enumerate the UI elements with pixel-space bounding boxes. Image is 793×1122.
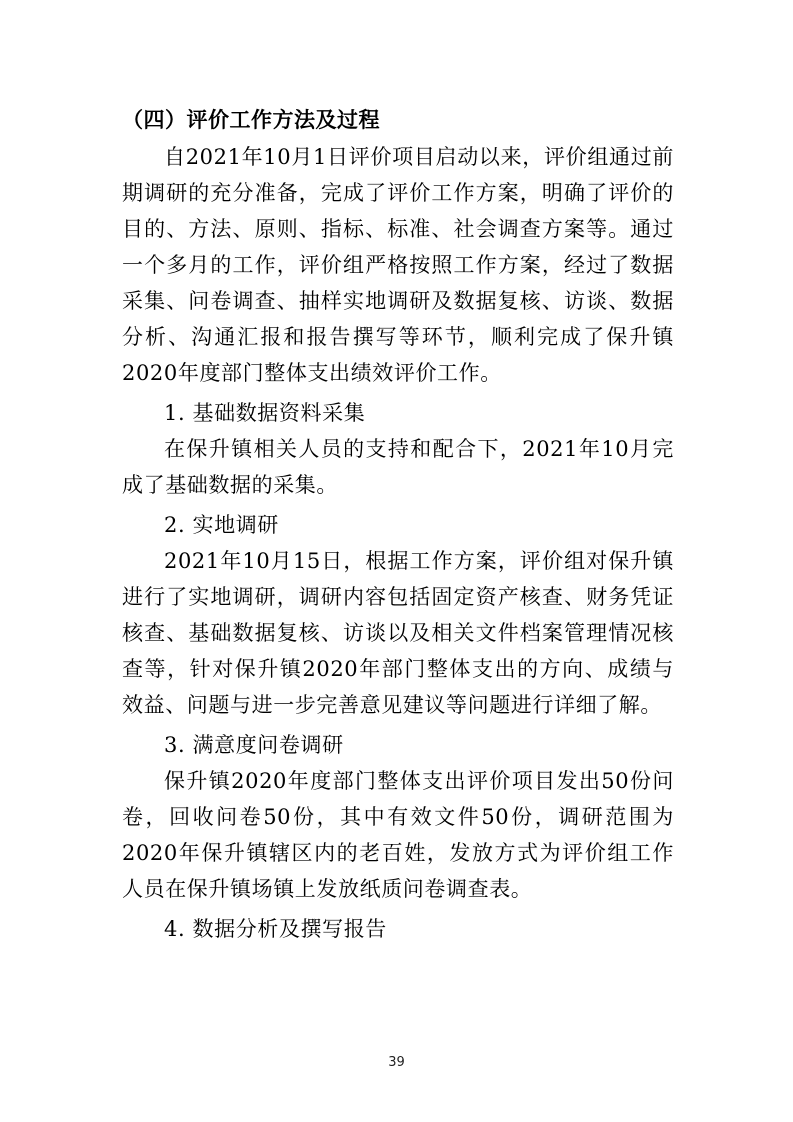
step-2-body: 2021年10月15日，根据工作方案，评价组对保升镇进行了实地调研，调研内容包括固定资产核查、财务凭证核查、基础数据复核、访谈以及相关文件档案管理情况核查等，针对保升镇2020年部门整体支出的方向、成绩与效益、问题与进一步完善意见建议等问题进行详细了解。: [122, 549, 674, 717]
step-1-title: 1. 基础数据资料采集: [164, 401, 366, 425]
step-4-title: 4. 数据分析及撰写报告: [164, 917, 387, 941]
document-body: [122, 100, 674, 947]
section-heading: （四）评价工作方法及过程: [122, 107, 380, 132]
step-1-body: 在保升镇相关人员的支持和配合下，2021年10月完成了基础数据的采集。: [122, 437, 674, 497]
step-3-body: 保升镇2020年度部门整体支出评价项目发出50份问卷，回收问卷50份，其中有效文件50份，调研范围为2020年保升镇辖区内的老百姓，发放方式为评价组工作人员在保升镇场镇上发放纸质问卷调查表。: [122, 769, 674, 901]
step-3-title: 3. 满意度问卷调研: [164, 733, 344, 757]
page-number: 39: [388, 1055, 405, 1070]
intro-paragraph: 自2021年10月1日评价项目启动以来，评价组通过前期调研的充分准备，完成了评价工作方案，明确了评价的目的、方法、原则、指标、标准、社会调查方案等。通过一个多月的工作，评价组严格按照工作方案，经过了数据采集、问卷调查、抽样实地调研及数据复核、访谈、数据分析、沟通汇报和报告撰写等环节，顺利完成了保升镇2020年度部门整体支出绩效评价工作。: [122, 145, 674, 385]
step-2-title: 2. 实地调研: [164, 513, 279, 537]
